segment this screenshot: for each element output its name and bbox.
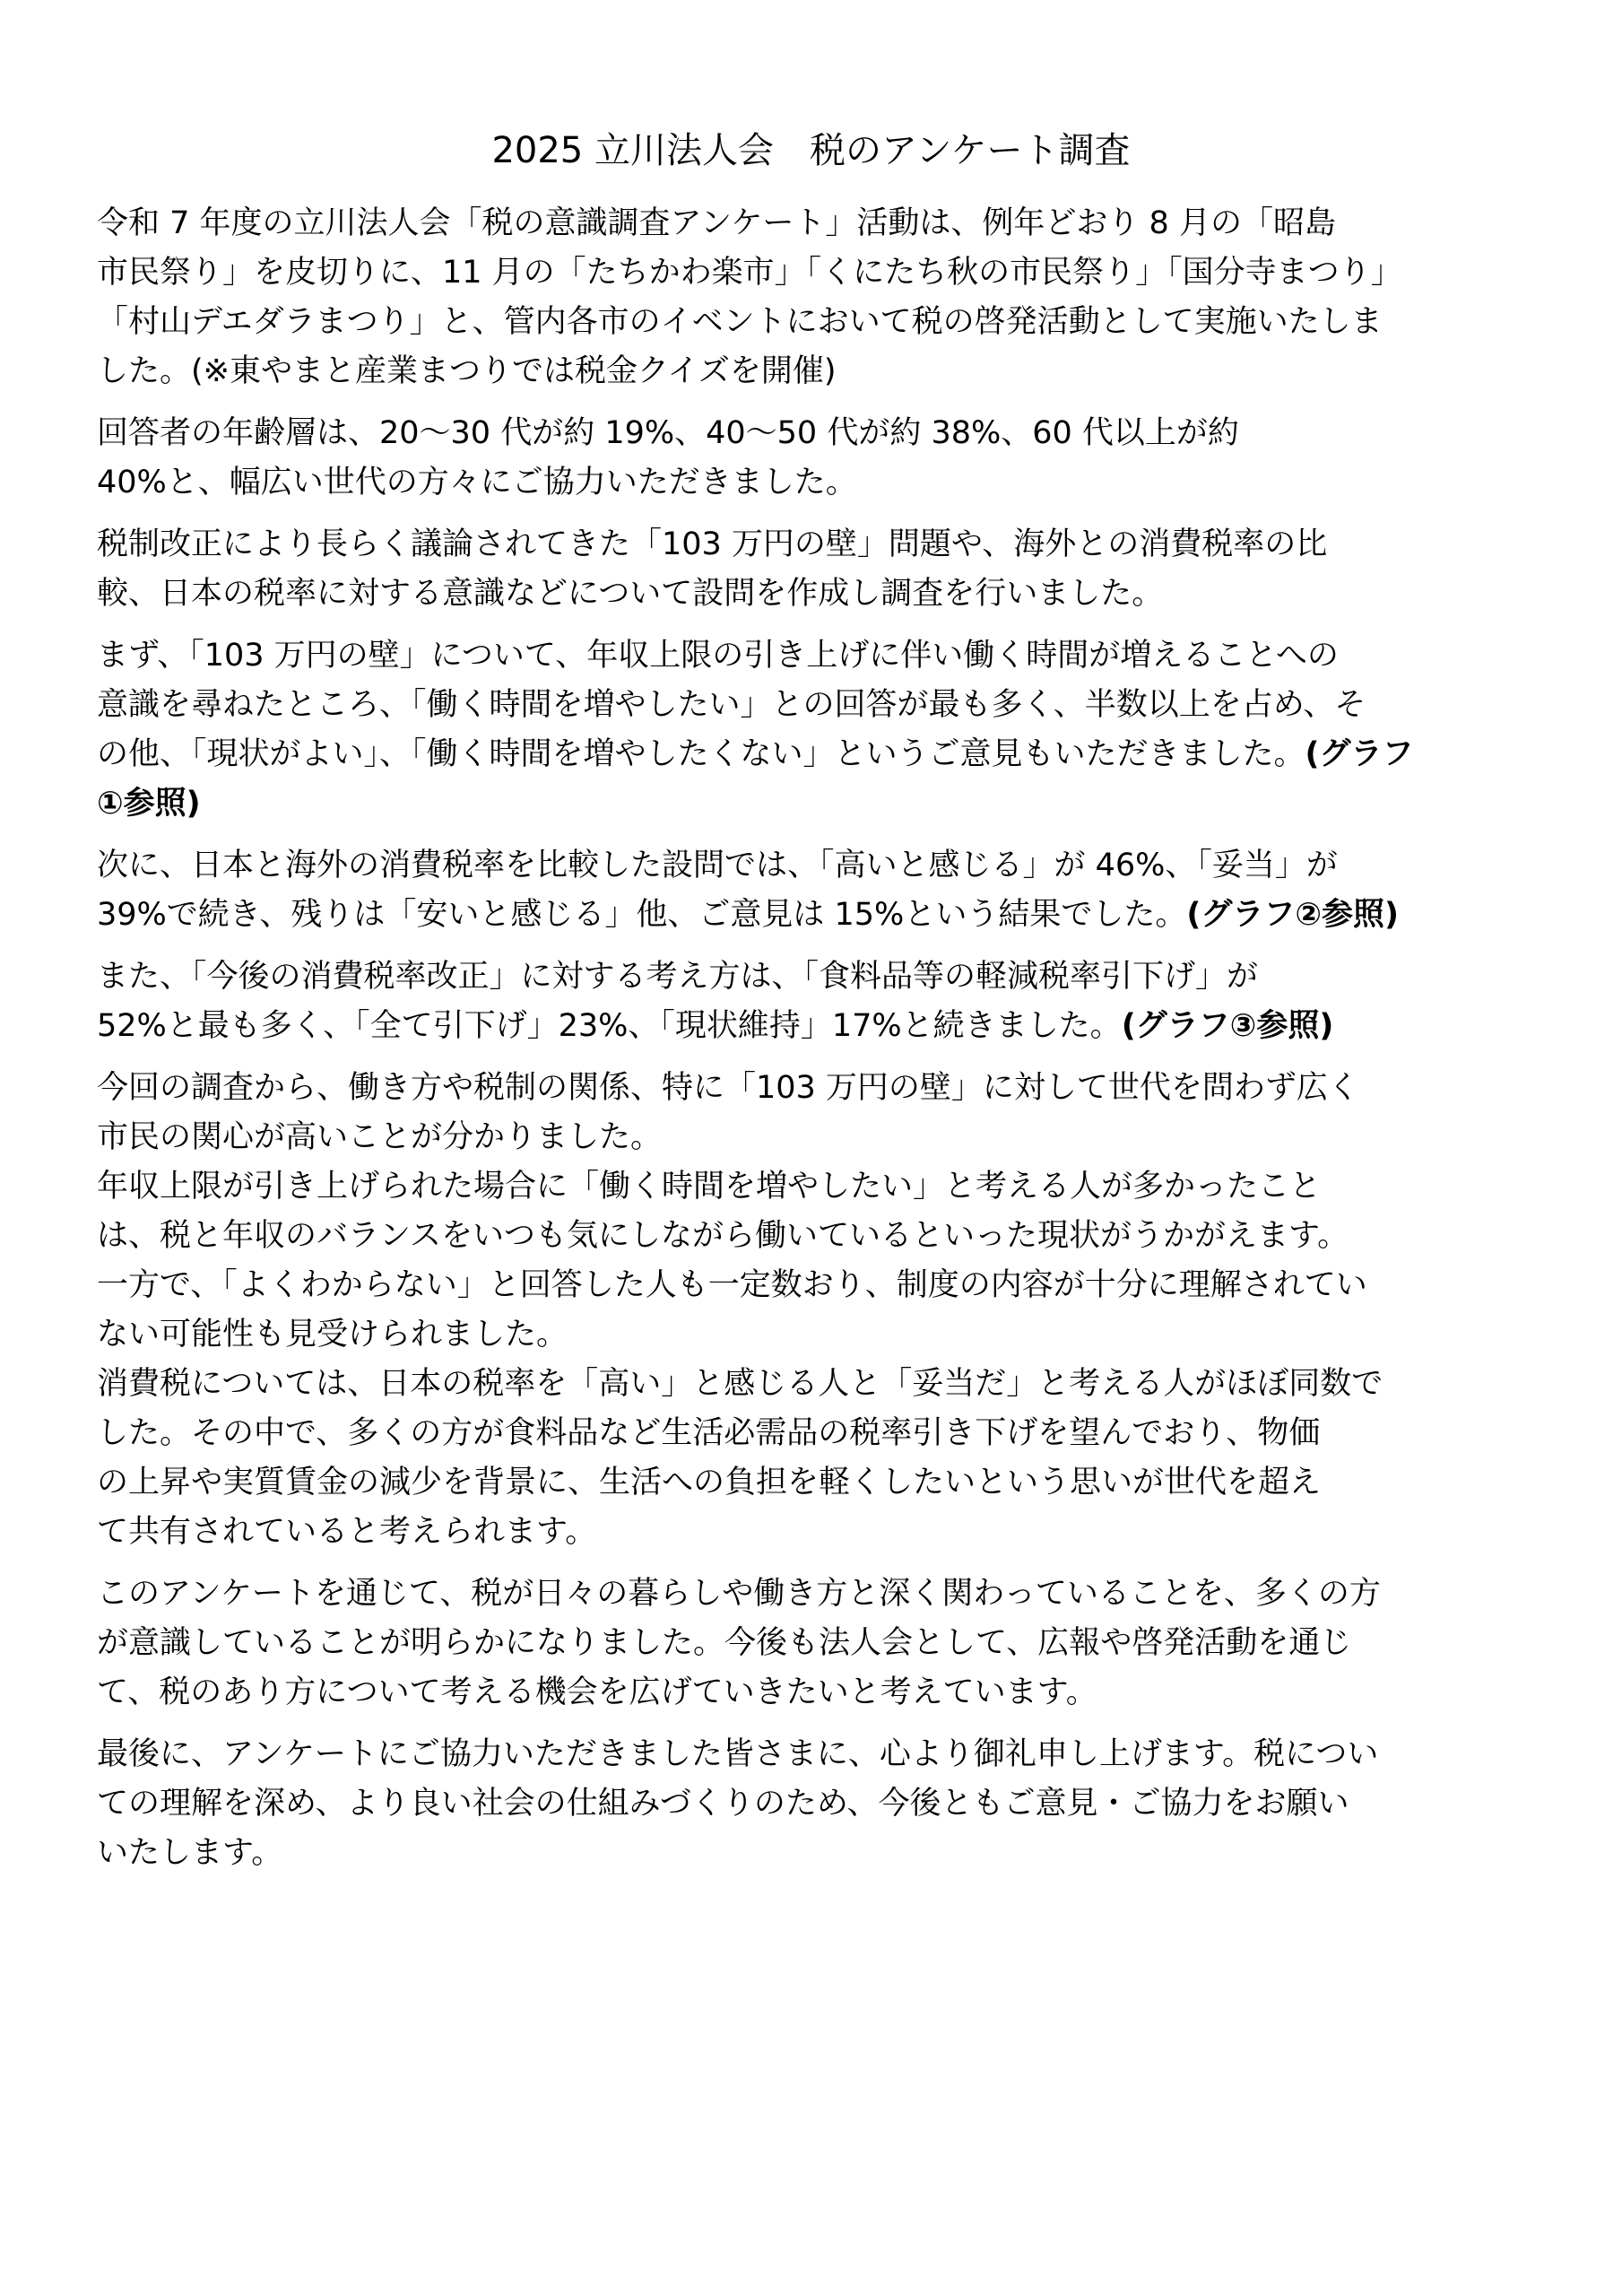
text-line: した。その中で、多くの方が食料品など生活必需品の税率引き下げを望んでおり、物価: [97, 1415, 1321, 1451]
graph-reference-2: (グラフ②参照): [1186, 897, 1399, 933]
paragraph-conclusion: [97, 1570, 1531, 1718]
text-line: いたします。: [97, 1835, 283, 1871]
text-line: ての理解を深め、より良い社会の仕組みづくりのため、今後ともご意見・ご協力をお願い: [97, 1786, 1349, 1822]
text-line: 最後に、アンケートにご協力いただきました皆さまに、心より御礼申し上げます。税につい: [97, 1736, 1379, 1772]
text-line: 意識を尋ねたところ、「働く時間を増やしたい」との回答が最も多く、半数以上を占め、そ: [97, 687, 1366, 723]
text-line: また、「今後の消費税率改正」に対する考え方は、「食料品等の軽減税率引下げ」が: [97, 959, 1259, 995]
text-line: 年収上限が引き上げられた場合に「働く時間を増やしたい」と考える人が多かったこと: [97, 1169, 1322, 1205]
text-line: が意識していることが明らかになりました。今後も法人会として、広報や啓発活動を通じ: [97, 1625, 1352, 1661]
text-line: 令和 7 年度の立川法人会「税の意識調査アンケート」活動は、例年どおり 8 月の「昭島: [97, 205, 1336, 241]
text-line: て共有されていると考えられます。: [97, 1514, 597, 1550]
paragraph-thanks: [97, 1730, 1531, 1878]
text-segment: の他、「現状がよい」、「働く時間を増やしたくない」というご意見もいただきました。: [97, 736, 1305, 772]
text-line: 一方で、「よくわからない」と回答した人も一定数おり、制度の内容が十分に理解されてい: [97, 1267, 1367, 1303]
paragraph-findings: [97, 1064, 1531, 1557]
text-line: 40%と、幅広い世代の方々にご協力いただきました。: [97, 465, 857, 500]
paragraph-103-wall: [97, 631, 1531, 829]
text-line: 「村山デエダラまつり」と、管内各市のイベントにおいて税の啓発活動として実施いたしま: [97, 304, 1383, 340]
text-line: 次に、日本と海外の消費税率を比較した設問では、「高いと感じる」が 46%、「妥当」が: [97, 848, 1338, 883]
graph-reference-1-cont: ①参照): [97, 786, 201, 822]
text-line: 今回の調査から、働き方や税制の関係、特に「103 万円の壁」に対して世代を問わず広く: [97, 1070, 1359, 1106]
graph-reference-3: (グラフ③参照): [1121, 1008, 1334, 1044]
text-segment: 39%で続き、残りは「安いと感じる」他、ご意見は 15%という結果でした。: [97, 897, 1187, 933]
text-line: [97, 1002, 1531, 1051]
paragraph-age-groups: [97, 409, 1531, 508]
text-line: て、税のあり方について考える機会を広げていきたいと考えています。: [97, 1674, 1097, 1710]
document-body: [97, 199, 1531, 1878]
text-line: このアンケートを通じて、税が日々の暮らしや働き方と深く関わっていることを、多くの方: [97, 1576, 1381, 1612]
text-line: した。(※東やまと産業まつりでは税金クイズを開催): [97, 353, 837, 389]
document-title: 2025 立川法人会 税のアンケート調査: [491, 130, 1131, 171]
paragraph-tax-revision: [97, 952, 1531, 1051]
text-line: 較、日本の税率に対する意識などについて設問を作成し調査を行いました。: [97, 576, 1164, 612]
text-line: 税制改正により長らく議論されてきた「103 万円の壁」問題や、海外との消費税率の比: [97, 526, 1328, 562]
paragraph-intro: [97, 199, 1531, 396]
paragraph-survey-topics: [97, 520, 1531, 619]
text-line: 市民の関心が高いことが分かりました。: [97, 1119, 663, 1155]
text-line: 市民祭り」を皮切りに、11 月の「たちかわ楽市」「くにたち秋の市民祭り」「国分寺まつり」: [97, 255, 1402, 291]
graph-reference-1: (グラフ: [1305, 736, 1414, 772]
text-segment: 52%と最も多く、「全て引下げ」23%、「現状維持」17%と続きました。: [97, 1008, 1122, 1044]
text-line: [97, 891, 1531, 940]
text-line: の上昇や実質賃金の減少を背景に、生活への負担を軽くしたいという思いが世代を超え: [97, 1465, 1322, 1500]
text-line: 消費税については、日本の税率を「高い」と感じる人と「妥当だ」と考える人がほぼ同数で: [97, 1366, 1383, 1402]
text-line: は、税と年収のバランスをいつも気にしながら働いているといった現状がうかがえます。: [97, 1218, 1349, 1254]
text-line: ない可能性も見受けられました。: [97, 1317, 568, 1352]
text-line: 回答者の年齢層は、20〜30 代が約 19%、40〜50 代が約 38%、60 代以上が約: [97, 415, 1239, 451]
text-line: [97, 730, 1531, 779]
text-line: まず、「103 万円の壁」について、年収上限の引き上げに伴い働く時間が増えることへの: [97, 638, 1339, 674]
paragraph-consumption-tax-compare: [97, 841, 1531, 940]
